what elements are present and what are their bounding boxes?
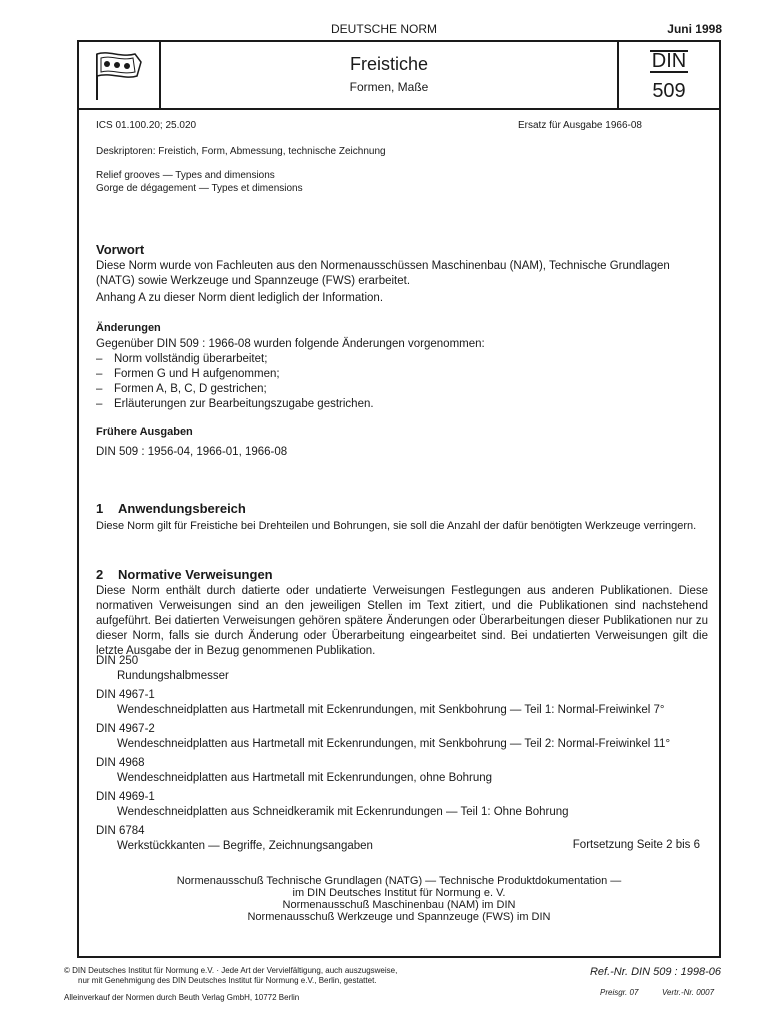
din-logo: DIN — [651, 50, 687, 72]
committee-line: im DIN Deutsches Institut für Normung e. V. — [292, 887, 506, 899]
committee-line: Normenausschuß Technische Grundlagen (NATG) — Technische Produktdokumentation — — [176, 875, 622, 887]
reference-number: Ref.-Nr. DIN 509 : 1998-06 — [589, 966, 721, 978]
copyright-line: nur mit Genehmigung des DIN Deutsches Institut für Normung e.V., Berlin, gestattet. — [78, 976, 377, 985]
reference-code: DIN 6784 — [96, 825, 145, 837]
committee-line: Normenausschuß Maschinenbau (NAM) im DIN — [282, 899, 516, 911]
reference-title: Wendeschneidplatten aus Hartmetall mit Eckenrundungen, mit Senkbohrung — Teil 1: Normal-Freiwinkel 7° — [117, 704, 665, 716]
descriptors: Deskriptoren: Freistich, Form, Abmessung, technische Zeichnung — [96, 146, 386, 157]
sales-number: Vertr.-Nr. 0007 — [662, 988, 715, 997]
reference-title: Wendeschneidplatten aus Hartmetall mit Eckenrundungen, ohne Bohrung — [117, 772, 493, 784]
title-french: Gorge de dégagement — Types et dimensions — [96, 183, 303, 194]
reference-list — [96, 654, 708, 854]
distribution-notice: Alleinverkauf der Normen durch Beuth Verlag GmbH, 10772 Berlin — [64, 993, 300, 1002]
list-item: – Formen G und H aufgenommen; — [96, 367, 708, 382]
changes-heading: Änderungen — [96, 322, 161, 334]
section-2-number: 2 — [96, 567, 104, 582]
nam-flag-logo — [79, 42, 159, 108]
title-cell — [159, 42, 619, 108]
previous-editions-heading: Frühere Ausgaben — [96, 426, 193, 438]
list-item: – Formen A, B, C, D gestrichen; — [96, 382, 708, 397]
foreword-heading: Vorwort — [96, 242, 145, 257]
norm-type-label: DEUTSCHE NORM — [330, 22, 437, 36]
foreword-annex-note: Anhang A zu dieser Norm dient lediglich der Information. — [96, 292, 384, 304]
section-2-heading: Normative Verweisungen — [118, 567, 273, 582]
list-item — [96, 722, 708, 752]
replaces-edition: Ersatz für Ausgabe 1966-08 — [518, 120, 642, 131]
changes-list — [96, 352, 708, 412]
title-block — [77, 40, 721, 110]
copyright-line: © DIN Deutsches Institut für Normung e.V. · Jede Art der Vervielfältigung, auch auszugsweise, — [64, 966, 398, 975]
reference-code: DIN 4967-2 — [96, 723, 155, 735]
reference-title: Wendeschneidplatten aus Hartmetall mit Eckenrundungen, mit Senkbohrung — Teil 2: Normal-Freiwinkel 11° — [117, 738, 671, 750]
reference-code: DIN 4967-1 — [96, 689, 155, 701]
document-title: Freistiche — [349, 54, 429, 74]
reference-code: DIN 4968 — [96, 757, 145, 769]
section-2-text: Diese Norm enthält durch datierte oder undatierte Verweisungen Festlegungen aus anderen Publikationen. Diese normativen Verweisungen sind an den jeweiligen Stellen im Text zitiert, und die Publikationen sind nachstehend aufgeführt. Bei datierten Verweisungen gehören spätere Änderungen oder Überarbeitungen dieser Publikationen nur zu dieser Norm, falls sie durch Änderung oder Überarbeitung eingearbeitet sind. Bei undatierten Verweisungen gilt die letzte Ausgabe der in Bezug genommenen Publikation. — [96, 585, 708, 657]
document-subtitle: Formen, Maße — [349, 80, 429, 94]
foreword-text: Diese Norm wurde von Fachleuten aus den Normenausschüssen Maschinenbau (NAM), Technische Grundlagen (NATG) sowie Werkzeuge und Spannzeuge (FWS) erarbeitet. — [96, 260, 670, 287]
committee-line: Normenausschuß Werkzeuge und Spannzeuge (FWS) im DIN — [247, 911, 551, 923]
section-1-text: Diese Norm gilt für Freistiche bei Drehteilen und Bohrungen, sie soll die Anzahl der dafür benötigten Werkzeuge verringern. — [96, 520, 697, 532]
issue-date: Juni 1998 — [667, 22, 722, 36]
section-1-number: 1 — [96, 501, 104, 516]
reference-title: Wendeschneidplatten aus Schneidkeramik mit Eckenrundungen — Teil 1: Ohne Bohrung — [117, 806, 569, 818]
copyright-notice — [64, 966, 397, 986]
din-number: 509 — [652, 80, 686, 102]
price-group: Preisgr. 07 — [600, 988, 639, 997]
list-item — [96, 654, 708, 684]
committee-block — [77, 875, 721, 923]
section-1-heading: Anwendungsbereich — [118, 501, 246, 516]
list-item: – Erläuterungen zur Bearbeitungszugabe gestrichen. — [96, 397, 708, 412]
reference-code: DIN 250 — [96, 655, 139, 667]
changes-intro: Gegenüber DIN 509 : 1966-08 wurden folgende Änderungen vorgenommen: — [96, 338, 485, 350]
list-item — [96, 790, 708, 820]
title-english: Relief grooves — Types and dimensions — [96, 170, 275, 181]
reference-title: Rundungshalbmesser — [117, 670, 229, 682]
logo-cell — [79, 42, 161, 108]
list-item — [96, 756, 708, 786]
list-item — [96, 688, 708, 718]
continuation-note: Fortsetzung Seite 2 bis 6 — [572, 839, 700, 851]
reference-code: DIN 4969-1 — [96, 791, 155, 803]
previous-editions-text: DIN 509 : 1956-04, 1966-01, 1966-08 — [96, 446, 288, 458]
list-item: – Norm vollständig überarbeitet; — [96, 352, 708, 367]
din-cell — [617, 42, 719, 108]
frame-divider — [77, 956, 721, 958]
ics-code: ICS 01.100.20; 25.020 — [96, 120, 197, 131]
reference-title: Werkstückkanten — Begriffe, Zeichnungsangaben — [117, 840, 373, 852]
